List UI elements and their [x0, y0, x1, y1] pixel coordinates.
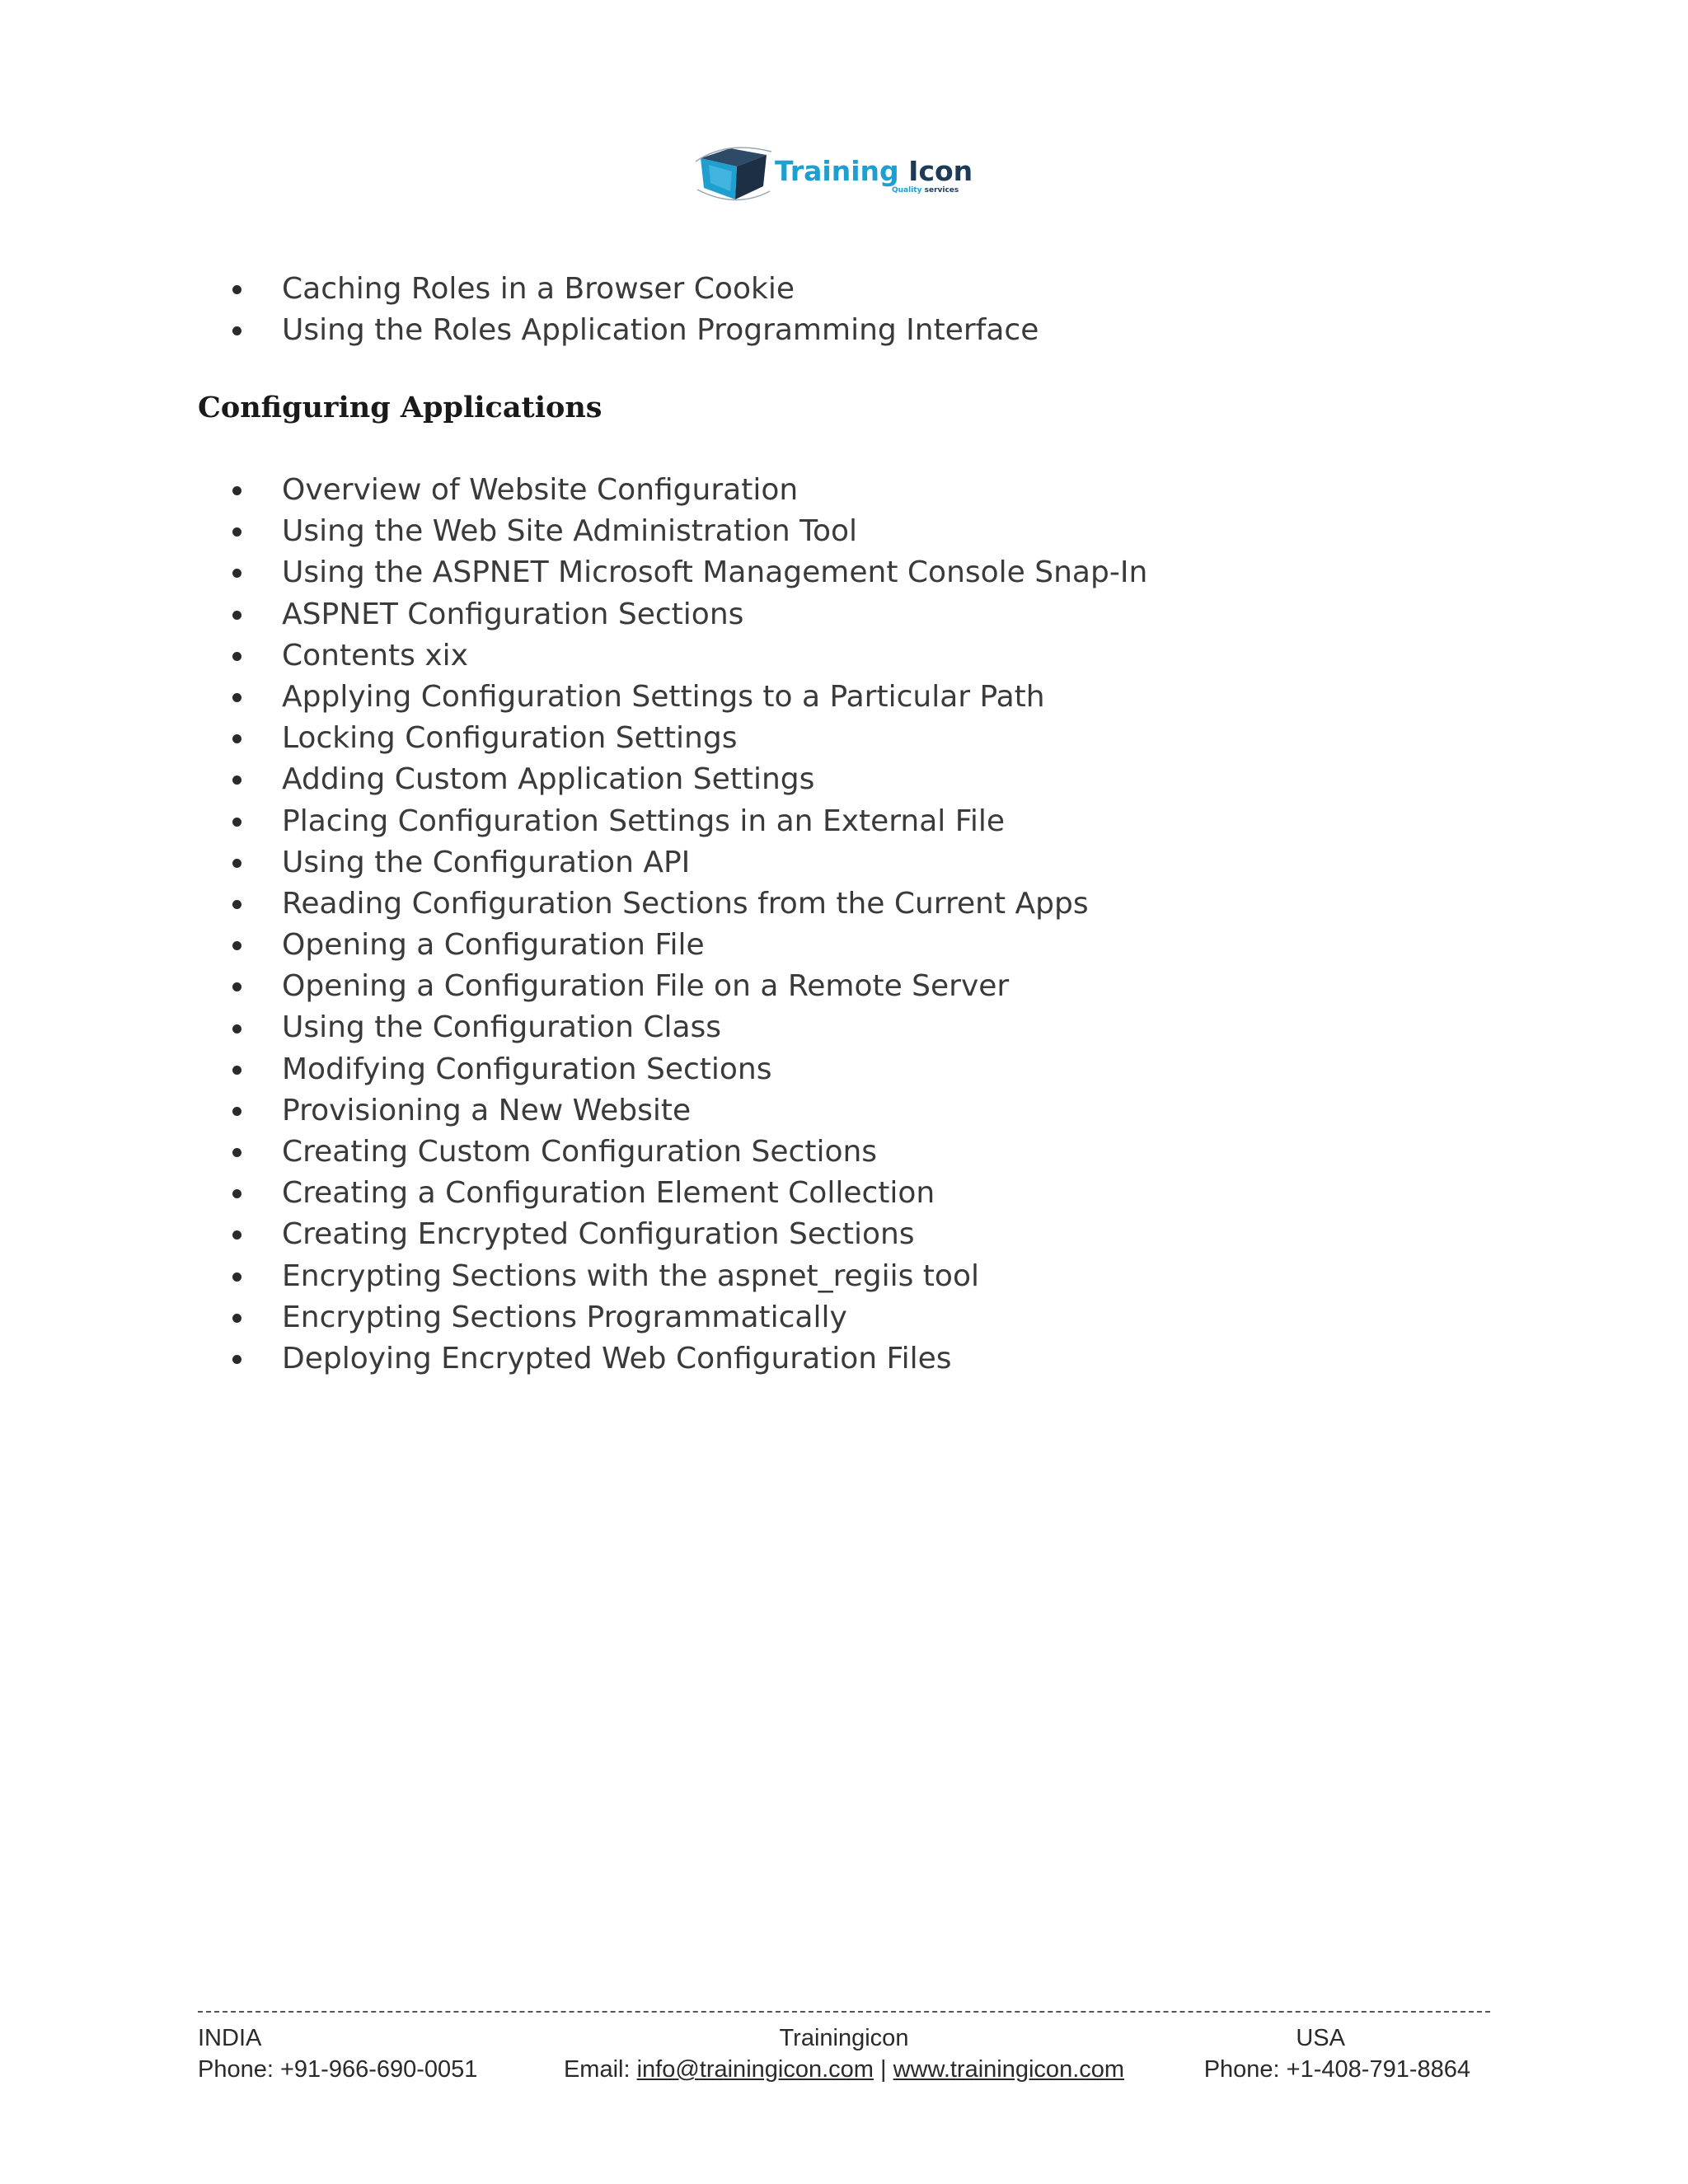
bullet-icon: [232, 1230, 241, 1240]
list-item-text: Placing Configuration Settings in an External File: [282, 804, 1005, 838]
list-item: [231, 883, 1147, 925]
bullet-icon: [232, 652, 241, 661]
list-item-text: Applying Configuration Settings to a Particular Path: [282, 679, 1045, 714]
bullet-icon: [232, 818, 241, 827]
footer-row-bottom: [198, 2054, 1490, 2085]
footer-usa-phone: Phone: +1-408-791-8864: [1203, 2056, 1470, 2083]
bullet-icon: [232, 734, 241, 743]
training-icon-logo: [694, 140, 974, 206]
bullet-icon: [232, 486, 241, 495]
list-item: [231, 718, 1147, 759]
list-item: [231, 1297, 1147, 1338]
logo-word-icon: Icon: [908, 155, 973, 187]
list-item-text: Locking Configuration Settings: [282, 721, 738, 756]
list-item-text: Using the Configuration Class: [282, 1010, 722, 1045]
logo-tagline-quality: Quality: [892, 186, 922, 194]
bullet-icon: [232, 1107, 241, 1116]
list-item-text: Modifying Configuration Sections: [282, 1052, 772, 1086]
list-item-text: Using the Roles Application Programming Interface: [282, 313, 1039, 348]
list-item: [231, 1214, 1147, 1255]
list-item-text: Adding Custom Application Settings: [282, 762, 815, 797]
list-item: [231, 1338, 1147, 1380]
bullet-icon: [232, 569, 241, 578]
list-item: [231, 310, 1039, 351]
list-item: [231, 842, 1147, 883]
bullet-icon: [232, 611, 241, 620]
bullet-icon: [232, 527, 241, 537]
list-item: [231, 635, 1147, 677]
logo-tagline-services: services: [924, 186, 959, 194]
list-item: [231, 511, 1147, 552]
list-item: [231, 966, 1147, 1007]
footer-separator: |: [873, 2056, 893, 2083]
list-item: [231, 552, 1147, 593]
list-item: [231, 1007, 1147, 1048]
bullet-icon: [232, 1148, 241, 1157]
configuring-applications-list: [231, 470, 1147, 1380]
list-item-text: Creating Encrypted Configuration Sections: [282, 1217, 915, 1252]
footer: [198, 2022, 1490, 2097]
list-item: [231, 1256, 1147, 1297]
footer-email-prefix: Email:: [563, 2056, 637, 2083]
list-item-text: Deploying Encrypted Web Configuration Files: [282, 1341, 952, 1376]
bullet-icon: [232, 1272, 241, 1282]
list-item: [231, 1173, 1147, 1214]
bullet-icon: [232, 859, 241, 868]
list-item: [231, 1049, 1147, 1090]
roles-bullet-list: [231, 269, 1039, 351]
list-item: [231, 1132, 1147, 1173]
list-item-text: Opening a Configuration File: [282, 928, 705, 963]
footer-company-name: Trainingicon: [779, 2025, 909, 2051]
bullet-icon: [232, 326, 241, 335]
bullet-icon: [232, 693, 241, 702]
list-item: [231, 1090, 1147, 1132]
list-item-text: Caching Roles in a Browser Cookie: [282, 272, 795, 306]
bullet-icon: [232, 285, 241, 294]
footer-row-top: [198, 2022, 1490, 2054]
cube-logo-icon: [694, 140, 773, 206]
list-item: [231, 925, 1147, 966]
list-item: [231, 470, 1147, 511]
footer-india-phone: Phone: +91-966-690-0051: [198, 2056, 478, 2083]
bullet-icon: [232, 900, 241, 909]
bullet-icon: [232, 941, 241, 950]
list-item-text: Opening a Configuration File on a Remote Server: [282, 969, 1010, 1004]
list-item-text: Encrypting Sections Programmatically: [282, 1300, 847, 1334]
list-item: [231, 801, 1147, 842]
bullet-icon: [232, 1355, 241, 1364]
list-item: [231, 759, 1147, 800]
list-item-text: ASPNET Configuration Sections: [282, 597, 744, 631]
list-item-text: Creating Custom Configuration Sections: [282, 1135, 878, 1169]
list-item-text: Using the ASPNET Microsoft Management Console Snap-In: [282, 555, 1148, 590]
list-item-text: Contents xix: [282, 638, 468, 673]
footer-usa-label: USA: [1296, 2025, 1345, 2051]
list-item-text: Creating a Configuration Element Collection: [282, 1176, 935, 1211]
logo-tagline: [892, 186, 959, 194]
footer-website-link[interactable]: www.trainingicon.com: [893, 2056, 1125, 2083]
logo-wordmark: [775, 155, 973, 187]
list-item-text: Overview of Website Configuration: [282, 473, 799, 507]
list-item-text: Using the Web Site Administration Tool: [282, 514, 858, 549]
bullet-icon: [232, 1024, 241, 1033]
bullet-icon: [232, 776, 241, 785]
bullet-icon: [232, 982, 241, 991]
bullet-icon: [232, 1189, 241, 1198]
bullet-icon: [232, 1314, 241, 1323]
list-item-text: Encrypting Sections with the aspnet_regiis tool: [282, 1258, 979, 1293]
list-item-text: Provisioning a New Website: [282, 1093, 692, 1127]
footer-india-label: INDIA: [198, 2025, 262, 2051]
list-item: [231, 269, 1039, 310]
list-item: [231, 594, 1147, 635]
list-item: [231, 677, 1147, 718]
bullet-icon: [232, 1066, 241, 1075]
list-item-text: Reading Configuration Sections from the Current Apps: [282, 886, 1089, 921]
footer-divider: [198, 2011, 1490, 2013]
list-item-text: Using the Configuration API: [282, 845, 691, 879]
logo-word-training: Training: [775, 155, 899, 187]
footer-email-link[interactable]: info@trainingicon.com: [636, 2056, 874, 2083]
section-heading: Configuring Applications: [198, 391, 603, 424]
